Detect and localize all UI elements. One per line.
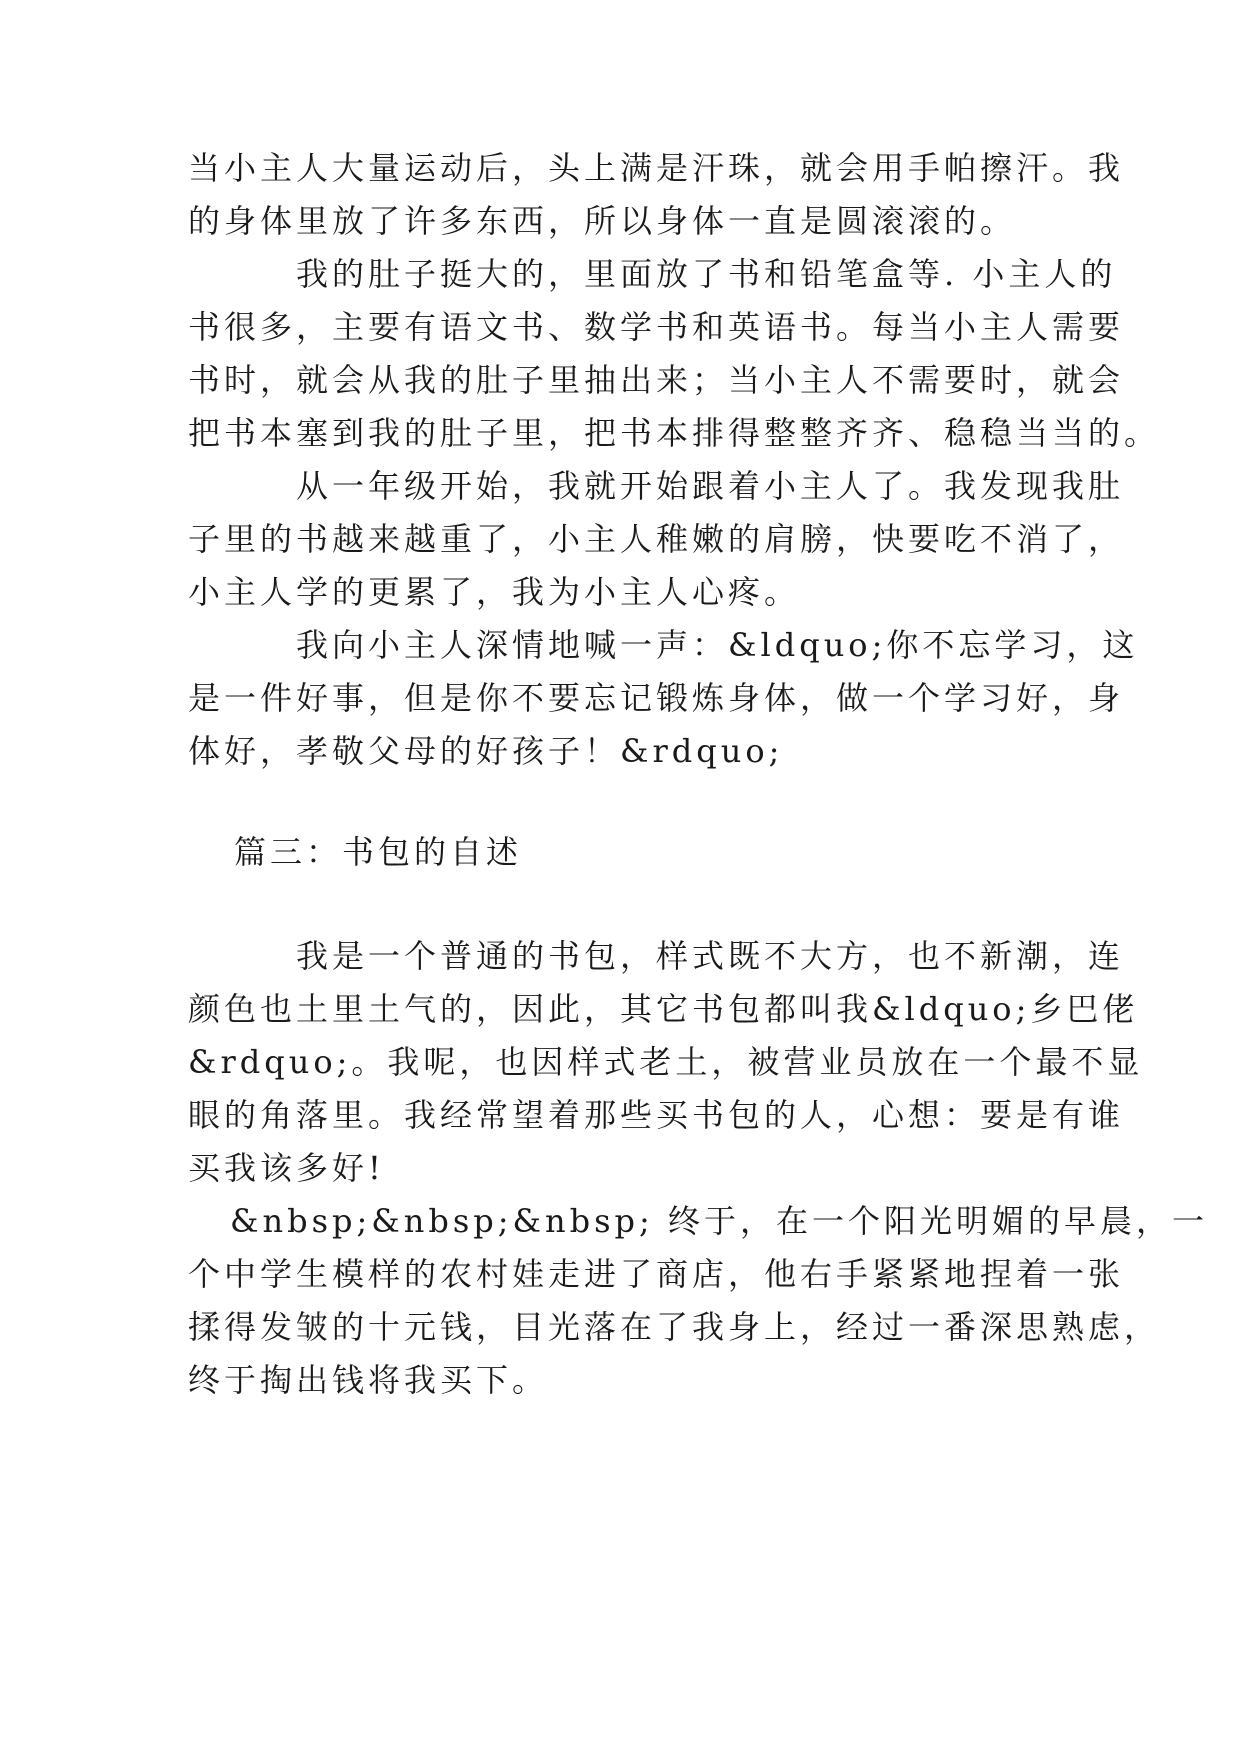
text-line: 颜色也土里土气的，因此，其它书包都叫我&ldquo;乡巴佬 [188,990,1139,1028]
text-line: 书时，就会从我的肚子里抽出来；当小主人不需要时，就会 [188,361,1125,399]
text-line: 把书本塞到我的肚子里，把书本排得整整齐齐、稳稳当当的。 [188,414,1161,452]
text-line: 是一件好事，但是你不要忘记锻炼身体，做一个学习好，身 [188,679,1125,717]
text-line: 终于掏出钱将我买下。 [188,1361,549,1399]
text-line: 子里的书越来越重了，小主人稚嫩的肩膀，快要吃不消了， [188,520,1125,558]
text-line: &nbsp;&nbsp;&nbsp; 终于，在一个阳光明媚的早晨，一 [230,1202,1208,1240]
text-line: 眼的角落里。我经常望着那些买书包的人，心想：要是有谁 [188,1096,1125,1134]
text-line: 书很多，主要有语文书、数学书和英语书。每当小主人需要 [188,308,1125,346]
text-line: 体好，孝敬父母的好孩子！&rdquo; [188,732,784,770]
section-heading: 篇三：书包的自述 [234,833,523,871]
text-line: 个中学生模样的农村娃走进了商店，他右手紧紧地捏着一张 [188,1255,1125,1293]
text-line: &rdquo;。我呢，也因样式老土，被营业员放在一个最不显 [188,1043,1144,1081]
text-line: 我的肚子挺大的，里面放了书和铅笔盒等. 小主人的 [296,255,1117,293]
text-line: 买我该多好! [188,1149,385,1187]
text-line: 从一年级开始，我就开始跟着小主人了。我发现我肚 [296,467,1125,505]
text-line: 小主人学的更累了，我为小主人心疼。 [188,573,801,611]
text-line: 我是一个普通的书包，样式既不大方，也不新潮，连 [296,937,1125,975]
text-line: 的身体里放了许多东西，所以身体一直是圆滚滚的。 [188,202,1017,240]
text-line: 我向小主人深情地喊一声：&ldquo;你不忘学习，这 [296,626,1139,664]
text-line: 当小主人大量运动后，头上满是汗珠，就会用手帕擦汗。我 [188,149,1125,187]
text-line: 揉得发皱的十元钱，目光落在了我身上，经过一番深思熟虑， [188,1308,1161,1346]
